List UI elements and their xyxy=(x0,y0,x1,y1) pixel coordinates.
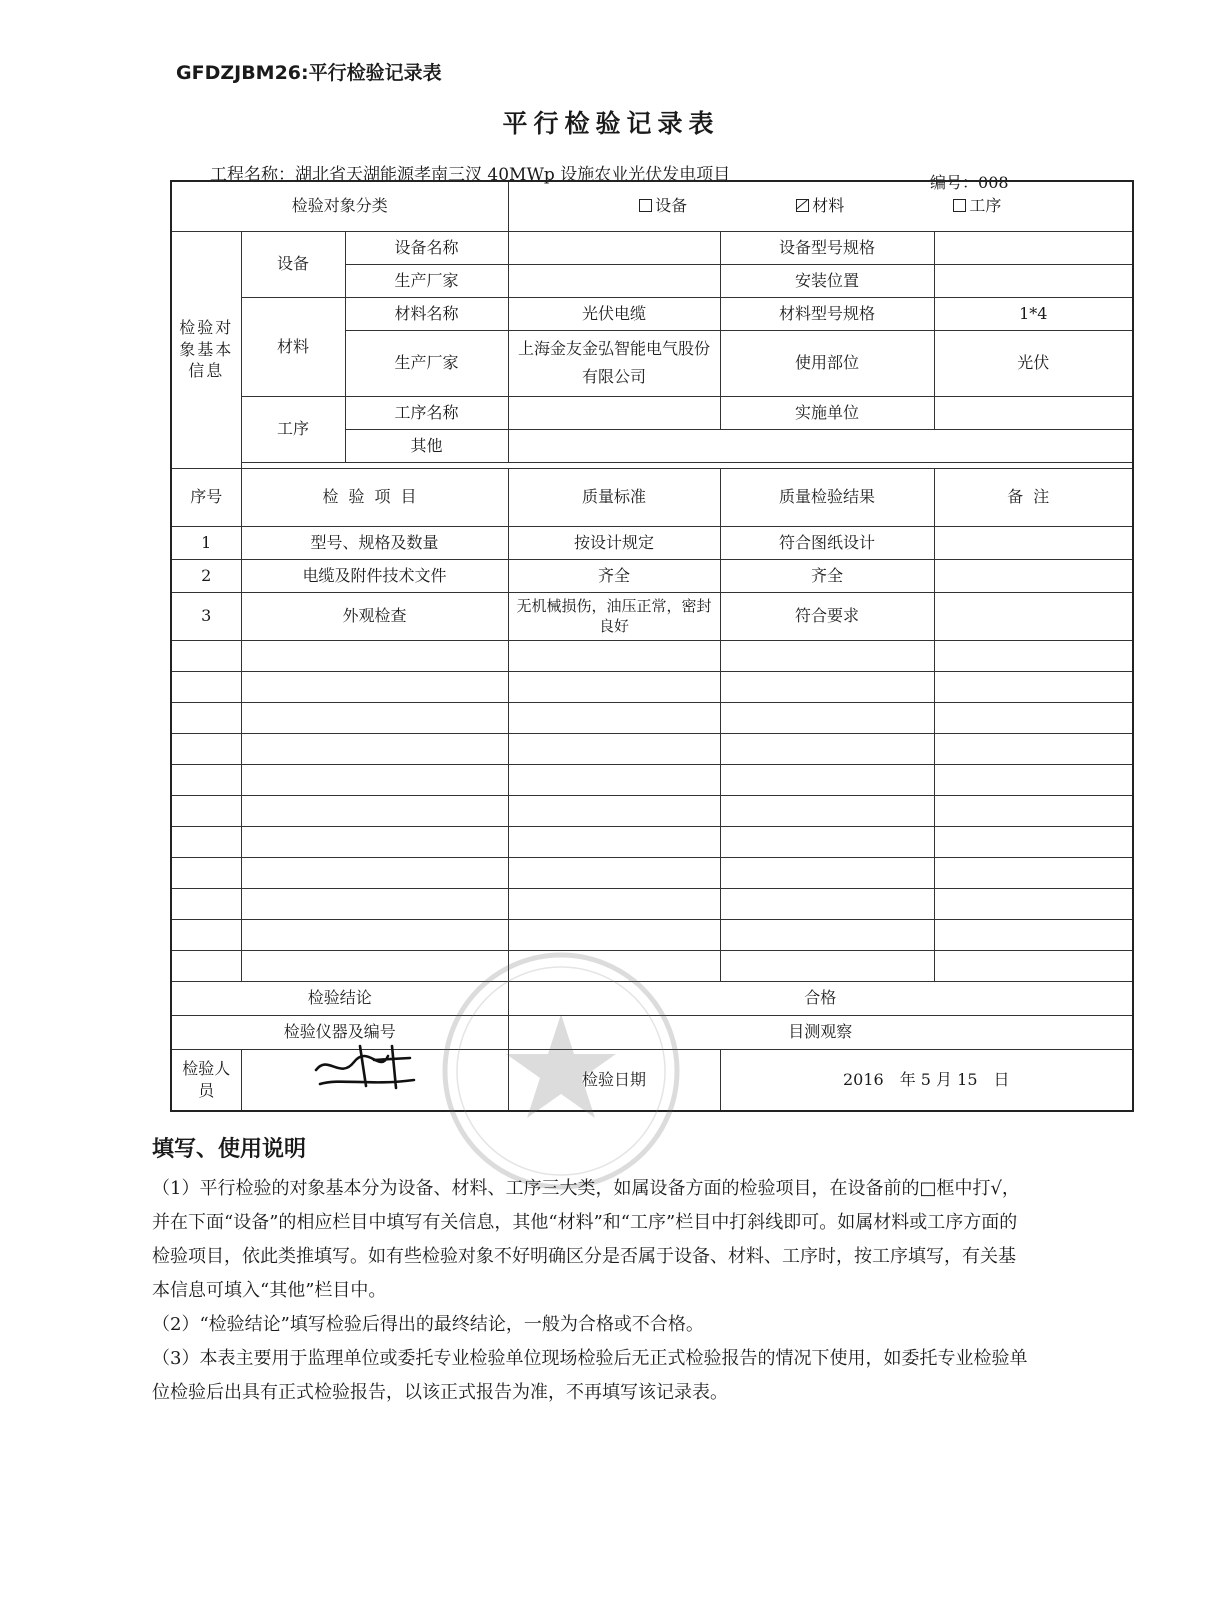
blank-cell xyxy=(241,702,508,733)
basic-info-label: 检验对象基本信息 xyxy=(171,231,241,468)
equipment-name-label: 设备名称 xyxy=(345,231,508,264)
blank-row xyxy=(171,795,1133,826)
equipment-maker-label: 生产厂家 xyxy=(345,264,508,297)
instrument-label: 检验仪器及编号 xyxy=(171,1015,508,1049)
material-usage-label: 使用部位 xyxy=(720,330,934,396)
serial-value: 008 xyxy=(978,173,1009,192)
table-row xyxy=(171,592,1133,640)
checkbox-equipment[interactable] xyxy=(639,199,652,212)
row-standard: 按设计规定 xyxy=(508,526,720,559)
blank-cell xyxy=(171,919,241,950)
row-standard: 无机械损伤，油压正常，密封良好 xyxy=(508,592,720,640)
material-usage-value: 光伏 xyxy=(934,330,1133,396)
equipment-label: 设备 xyxy=(241,231,345,297)
row-result: 符合要求 xyxy=(720,592,934,640)
blank-cell xyxy=(241,640,508,671)
project-value: 湖北省天湖能源孝南三汊 40MWp 设施农业光伏发电项目 xyxy=(295,165,731,185)
equipment-name-value xyxy=(508,231,720,264)
header-result: 质量检验结果 xyxy=(720,468,934,526)
blank-cell xyxy=(720,671,934,702)
seal-stamp xyxy=(436,946,686,1196)
blank-cell xyxy=(720,950,934,981)
blank-cell xyxy=(720,764,934,795)
blank-cell xyxy=(171,888,241,919)
conclusion-label: 检验结论 xyxy=(171,981,508,1015)
header-standard: 质量标准 xyxy=(508,468,720,526)
table-row xyxy=(171,526,1133,559)
serial-label: 编号： xyxy=(930,173,979,192)
blank-cell xyxy=(720,733,934,764)
row-remark xyxy=(934,559,1133,592)
blank-cell xyxy=(171,733,241,764)
blank-cell xyxy=(508,640,720,671)
instructions-paragraph-2: （2）“检验结论”填写检验后得出的最终结论，一般为合格或不合格。 xyxy=(152,1314,704,1335)
blank-cell xyxy=(171,857,241,888)
document-title: 平行检验记录表 xyxy=(502,109,720,138)
blank-cell xyxy=(934,702,1133,733)
blank-cell xyxy=(171,764,241,795)
process-name-label: 工序名称 xyxy=(345,396,508,429)
blank-cell xyxy=(720,702,934,733)
blank-cell xyxy=(241,733,508,764)
option-process[interactable] xyxy=(953,195,1001,217)
blank-cell xyxy=(934,640,1133,671)
row-item: 电缆及附件技术文件 xyxy=(241,559,508,592)
blank-cell xyxy=(934,826,1133,857)
equipment-location-label: 安装位置 xyxy=(720,264,934,297)
blank-cell xyxy=(508,857,720,888)
process-other-label: 其他 xyxy=(345,429,508,462)
equipment-location-value xyxy=(934,264,1133,297)
date-label: 检验日期 xyxy=(508,1049,720,1111)
blank-cell xyxy=(720,795,934,826)
option-material[interactable] xyxy=(796,195,844,217)
blank-cell xyxy=(171,640,241,671)
blank-row xyxy=(171,702,1133,733)
row-no: 3 xyxy=(171,592,241,640)
blank-cell xyxy=(241,764,508,795)
process-label: 工序 xyxy=(241,396,345,462)
blank-cell xyxy=(241,795,508,826)
material-maker-label: 生产厂家 xyxy=(345,330,508,396)
table-row xyxy=(171,559,1133,592)
material-name-label: 材料名称 xyxy=(345,297,508,330)
blank-cell xyxy=(171,826,241,857)
option-equipment[interactable] xyxy=(639,195,687,217)
row-item: 型号、规格及数量 xyxy=(241,526,508,559)
equipment-maker-value xyxy=(508,264,720,297)
equipment-row-1 xyxy=(171,231,1133,264)
blank-cell xyxy=(934,857,1133,888)
instrument-value: 目测观察 xyxy=(508,1015,1133,1049)
instructions-paragraph-1: （1）平行检验的对象基本分为设备、材料、工序三大类，如属设备方面的检验项目，在设备前的□框中打√，并在下面“设备”的相应栏目中填写有关信息，其他“材料”和“工序”栏目中打斜线即可。如属材料或工序方面的检验项目，依此类推填写。如有些检验对象不好明确区分是否属于设备、材料、工序时，按工序填写，有关基本信息可填入“其他”栏目中。 xyxy=(152,1178,1020,1301)
blank-row xyxy=(171,888,1133,919)
blank-row xyxy=(171,733,1133,764)
material-row-1 xyxy=(171,297,1133,330)
blank-row xyxy=(171,857,1133,888)
blank-cell xyxy=(934,671,1133,702)
instructions-title: 填写、使用说明 xyxy=(152,1137,307,1162)
row-result: 符合图纸设计 xyxy=(720,526,934,559)
inspector-signature xyxy=(310,1040,420,1092)
blank-cell xyxy=(934,950,1133,981)
material-maker-value: 上海金友金弘智能电气股份有限公司 xyxy=(508,330,720,396)
date-value: 2016 年 5 月 15 日 xyxy=(720,1049,1133,1111)
blank-cell xyxy=(720,826,934,857)
option-material-label: 材料 xyxy=(812,196,845,216)
material-model-value: 1*4 xyxy=(934,297,1133,330)
row-item: 外观检查 xyxy=(241,592,508,640)
object-category-label: 检验对象分类 xyxy=(171,181,508,231)
blank-row xyxy=(171,826,1133,857)
blank-cell xyxy=(171,671,241,702)
blank-cell xyxy=(934,795,1133,826)
blank-cell xyxy=(934,733,1133,764)
process-other-value xyxy=(508,429,1133,462)
checkbox-material[interactable] xyxy=(796,199,809,212)
blank-cell xyxy=(934,764,1133,795)
blank-cell xyxy=(508,888,720,919)
blank-cell xyxy=(508,733,720,764)
inspector-label: 检验人员 xyxy=(171,1049,241,1111)
row-result: 齐全 xyxy=(720,559,934,592)
blank-cell xyxy=(508,671,720,702)
blank-cell xyxy=(508,826,720,857)
inspection-header-row xyxy=(171,468,1133,526)
blank-cell xyxy=(171,795,241,826)
object-category-options xyxy=(508,181,1133,231)
row-no: 2 xyxy=(171,559,241,592)
blank-cell xyxy=(241,857,508,888)
material-model-label: 材料型号规格 xyxy=(720,297,934,330)
blank-cell xyxy=(171,950,241,981)
form-code: GFDZJBM26:平行检验记录表 xyxy=(176,62,442,84)
blank-cell xyxy=(934,888,1133,919)
blank-cell xyxy=(934,919,1133,950)
blank-cell xyxy=(508,764,720,795)
header-remark: 备注 xyxy=(934,468,1133,526)
blank-row xyxy=(171,671,1133,702)
row-standard: 齐全 xyxy=(508,559,720,592)
process-name-value xyxy=(508,396,720,429)
process-row-1 xyxy=(171,396,1133,429)
blank-cell xyxy=(720,640,934,671)
row-no: 1 xyxy=(171,526,241,559)
equipment-model-label: 设备型号规格 xyxy=(720,231,934,264)
blank-cell xyxy=(720,919,934,950)
material-label: 材料 xyxy=(241,297,345,396)
option-process-label: 工序 xyxy=(969,196,1002,216)
equipment-model-value xyxy=(934,231,1133,264)
blank-cell xyxy=(171,702,241,733)
row-remark xyxy=(934,526,1133,559)
instructions-paragraph-3: （3）本表主要用于监理单位或委托专业检验单位现场检验后无正式检验报告的情况下使用，如委托专业检验单位检验后出具有正式检验报告，以该正式报告为准，不再填写该记录表。 xyxy=(152,1348,1028,1403)
process-unit-value xyxy=(934,396,1133,429)
blank-row xyxy=(171,764,1133,795)
blank-cell xyxy=(508,795,720,826)
blank-cell xyxy=(720,888,934,919)
header-item: 检验项目 xyxy=(241,468,508,526)
blank-cell xyxy=(508,702,720,733)
process-unit-label: 实施单位 xyxy=(720,396,934,429)
blank-cell xyxy=(241,671,508,702)
project-label: 工程名称： xyxy=(210,165,295,185)
blank-row xyxy=(171,640,1133,671)
material-name-value: 光伏电缆 xyxy=(508,297,720,330)
row-remark xyxy=(934,592,1133,640)
blank-cell xyxy=(720,857,934,888)
blank-cell xyxy=(241,888,508,919)
checkbox-process[interactable] xyxy=(953,199,966,212)
header-no: 序号 xyxy=(171,468,241,526)
conclusion-value: 合格 xyxy=(508,981,1133,1015)
object-category-row xyxy=(171,181,1133,231)
blank-cell xyxy=(241,826,508,857)
option-equipment-label: 设备 xyxy=(655,196,688,216)
